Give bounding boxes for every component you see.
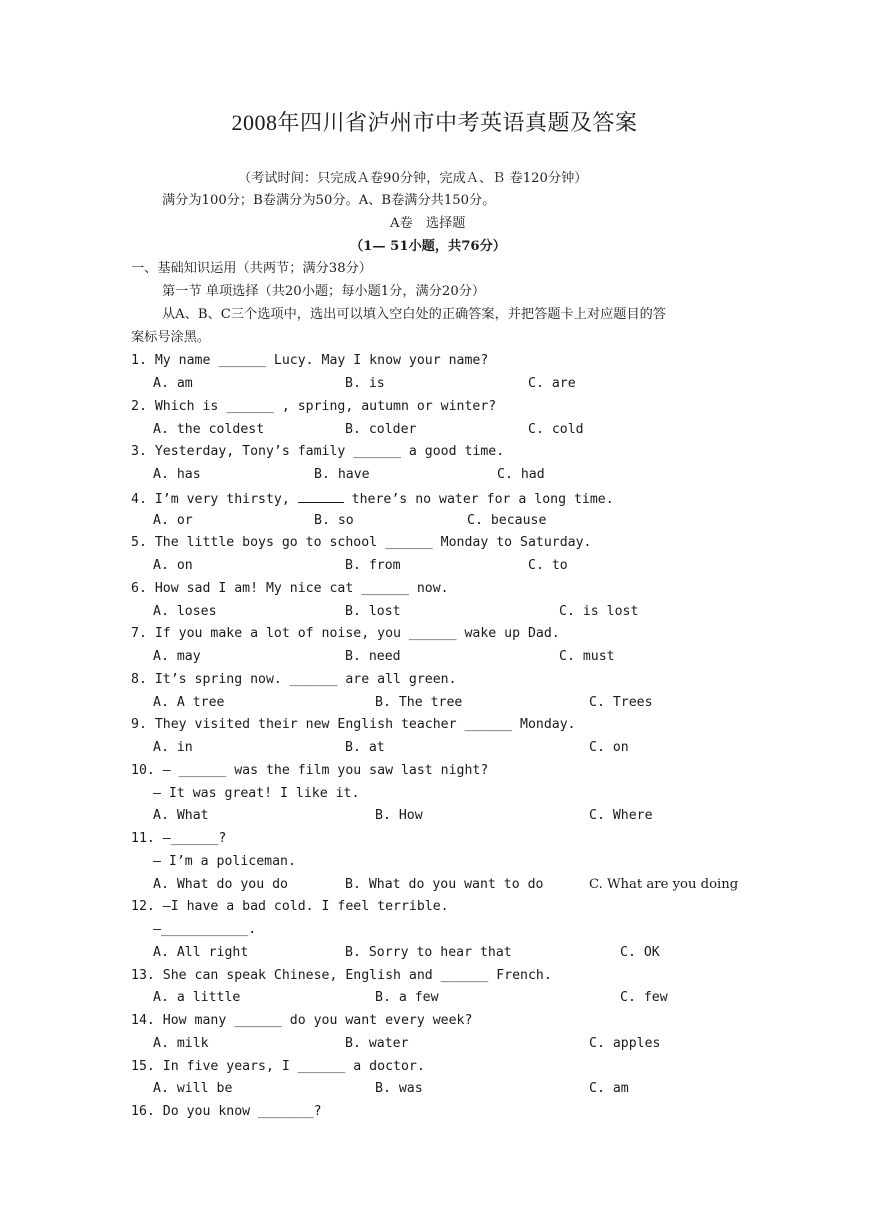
instruction-line-2: 案标号涂黑。: [131, 330, 211, 345]
option-14b: B. water: [345, 1036, 409, 1051]
question-2: 2. Which is ______ , spring, autumn or winter?: [131, 399, 497, 414]
option-15c: C. am: [589, 1081, 629, 1096]
part-one-heading: 一、基础知识运用（共两节；满分38分）: [131, 261, 372, 276]
option-9b: B. at: [345, 740, 385, 755]
option-8c: C. Trees: [589, 695, 653, 710]
option-12c: C. OK: [620, 945, 660, 960]
option-3c: C. had: [497, 467, 545, 482]
option-5c: C. to: [528, 558, 568, 573]
option-1a: A. am: [153, 376, 193, 391]
option-9c: C. on: [589, 740, 629, 755]
option-10c: C. Where: [589, 808, 653, 823]
question-14: 14. How many ______ do you want every week?: [131, 1013, 473, 1028]
question-13: 13. She can speak Chinese, English and ______ French.: [131, 968, 552, 983]
option-2c: C. cold: [528, 422, 584, 437]
option-2b: B. colder: [345, 422, 417, 437]
question-1: 1. My name ______ Lucy. May I know your name?: [131, 353, 489, 368]
option-5a: A. on: [153, 558, 193, 573]
instruction-line-1: 从A、B、C三个选项中，选出可以填入空白处的正确答案，并把答题卡上对应题目的答: [162, 307, 667, 322]
option-10a: A. What: [153, 808, 209, 823]
option-4c: C. because: [467, 513, 547, 528]
option-10b: B. How: [375, 808, 423, 823]
question-6: 6. How sad I am! My nice cat ______ now.: [131, 581, 449, 596]
document-title: 2008年四川省泸州市中考英语真题及答案: [231, 110, 638, 135]
question-7: 7. If you make a lot of noise, you ______ wake up Dad.: [131, 626, 560, 641]
option-11a: A. What do you do: [153, 877, 288, 892]
option-14a: A. milk: [153, 1036, 209, 1051]
option-13c: C. few: [620, 990, 668, 1005]
option-12a: A. All right: [153, 945, 249, 960]
option-7a: A. may: [153, 649, 201, 664]
option-4a: A. or: [153, 513, 193, 528]
option-5b: B. from: [345, 558, 401, 573]
option-3b: B. have: [314, 467, 370, 482]
question-9: 9. They visited their new English teacher ______ Monday.: [131, 717, 576, 732]
option-8b: B. The tree: [375, 695, 463, 710]
question-12: 12. —I have a bad cold. I feel terrible.: [131, 899, 449, 914]
option-9a: A. in: [153, 740, 193, 755]
question-4: [131, 489, 614, 509]
question-15: 15. In five years, I ______ a doctor.: [131, 1059, 425, 1074]
option-1b: B. is: [345, 376, 385, 391]
option-7c: C. must: [559, 649, 615, 664]
question-10: 10. — ______ was the film you saw last night?: [131, 763, 489, 778]
answer-blank: [298, 489, 344, 503]
question-4-text-start: 4. I’m very thirsty,: [131, 492, 298, 507]
option-13b: B. a few: [375, 990, 439, 1005]
option-8a: A. A tree: [153, 695, 225, 710]
question-8: 8. It’s spring now. ______ are all green.: [131, 672, 457, 687]
question-11: 11. —______?: [131, 831, 227, 846]
option-6b: B. lost: [345, 604, 401, 619]
option-11b: B. What do you want to do: [345, 877, 544, 892]
option-6c: C. is lost: [559, 604, 639, 619]
question-10-reply: — It was great! I like it.: [153, 786, 360, 801]
option-14c: C. apples: [589, 1036, 661, 1051]
exam-time-note: （考试时间：只完成Ａ卷90分钟，完成Ａ、Ｂ 卷120分钟）: [238, 171, 588, 186]
question-12-reply: —___________.: [153, 922, 257, 937]
option-2a: A. the coldest: [153, 422, 265, 437]
question-5: 5. The little boys go to school ______ Monday to Saturday.: [131, 535, 592, 550]
question-3: 3. Yesterday, Tony’s family ______ a good time.: [131, 444, 505, 459]
option-13a: A. a little: [153, 990, 241, 1005]
option-4b: B. so: [314, 513, 354, 528]
section-one-heading: 第一节 单项选择（共20小题；每小题1分，满分20分）: [162, 284, 486, 299]
option-1c: C. are: [528, 376, 576, 391]
question-range-heading: （1— 51小题，共76分）: [350, 239, 506, 254]
option-3a: A. has: [153, 467, 201, 482]
option-11c: C. What are you doing: [589, 877, 739, 892]
option-15b: B. was: [375, 1081, 423, 1096]
volume-a-heading: A卷 选择题: [390, 216, 466, 231]
option-7b: B. need: [345, 649, 401, 664]
full-marks-note: 满分为100分；B卷满分为50分。A、B卷满分共150分。: [162, 193, 496, 208]
question-11-reply: — I’m a policeman.: [153, 854, 296, 869]
option-6a: A. loses: [153, 604, 217, 619]
question-4-text-end: there’s no water for a long time.: [343, 492, 614, 507]
option-12b: B. Sorry to hear that: [345, 945, 512, 960]
question-16: 16. Do you know _______?: [131, 1104, 322, 1119]
option-15a: A. will be: [153, 1081, 233, 1096]
